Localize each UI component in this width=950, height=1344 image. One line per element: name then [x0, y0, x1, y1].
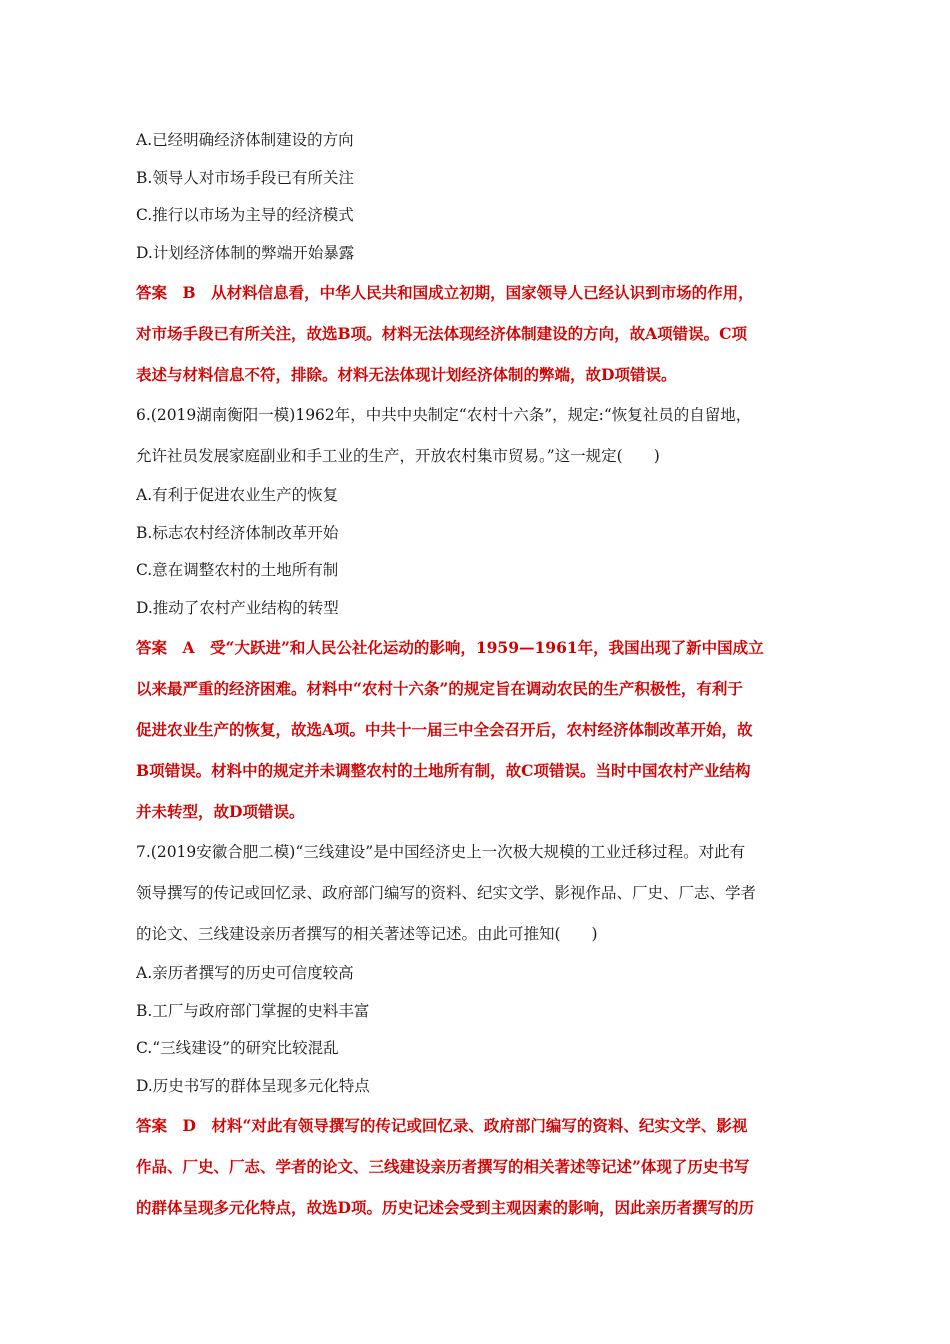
answer-line: 表述与材料信息不符，排除。材料无法体现计划经济体制的弊端，故D项错误。: [136, 365, 677, 384]
question-stem-line: 领导撰写的传记或回忆录、政府部门编写的资料、纪实文学、影视作品、厂史、厂志、学者: [136, 884, 757, 902]
question-stem-line: 6.(2019湖南衡阳一模)1962年，中共中央制定“农村十六条”，规定:“恢复社员的自留地，: [136, 406, 752, 424]
question-stem-line: 7.(2019安徽合肥二模)“三线建设”是中国经济史上一次极大规模的工业迁移过程。对此有: [136, 843, 746, 861]
option-d: D.历史书写的群体呈现多元化特点: [136, 1076, 370, 1095]
option-c: C.意在调整农村的土地所有制: [136, 561, 339, 579]
option-d: D.推动了农村产业结构的转型: [136, 598, 339, 617]
document-page: [136, 122, 816, 1228]
answer-line: 以来最严重的经济困难。材料中“农村十六条”的规定旨在调动农民的生产积极性，有利于: [136, 679, 743, 698]
question-stem-line: 允许社员发展家庭副业和手工业的生产，开放农村集市贸易。”这一规定( ): [136, 447, 660, 465]
option-b: B.工厂与政府部门掌握的史料丰富: [136, 1001, 370, 1020]
answer-line: 对市场手段已有所关注，故选B项。材料无法体现经济体制建设的方向，故A项错误。C项: [136, 324, 747, 343]
answer-line: 的群体呈现多元化特点，故选D项。历史记述会受到主观因素的影响，因此亲历者撰写的历: [136, 1198, 754, 1217]
option-b: B.领导人对市场手段已有所关注: [136, 168, 354, 187]
answer-line: 答案 A 受“大跃进”和人民公社化运动的影响，1959—1961年，我国出现了新中国成立: [136, 638, 764, 657]
answer-line: B项错误。材料中的规定并未调整农村的土地所有制，故C项错误。当时中国农村产业结构: [136, 761, 751, 780]
question-7: [136, 832, 816, 1228]
option-b: B.标志农村经济体制改革开始: [136, 523, 339, 542]
question-5: [136, 122, 816, 395]
answer-line: 作品、厂史、厂志、学者的论文、三线建设亲历者撰写的相关著述等记述”体现了历史书写: [136, 1157, 750, 1176]
answer-line: 促进农业生产的恢复，故选A项。中共十一届三中全会召开后，农村经济体制改革开始，故: [136, 720, 753, 739]
answer-line: 答案 B 从材料信息看，中华人民共和国成立初期，国家领导人已经认识到市场的作用，: [136, 283, 754, 302]
option-a: A.已经明确经济体制建设的方向: [136, 131, 354, 149]
question-stem-line: 的论文、三线建设亲历者撰写的相关著述等记述。由此可推知( ): [136, 925, 598, 943]
option-a: A.有利于促进农业生产的恢复: [136, 486, 339, 504]
option-a: A.亲历者撰写的历史可信度较高: [136, 964, 354, 982]
option-c: C.“三线建设”的研究比较混乱: [136, 1039, 339, 1057]
answer-line: 答案 D 材料“对此有领导撰写的传记或回忆录、政府部门编写的资料、纪实文学、影视: [136, 1116, 748, 1135]
option-d: D.计划经济体制的弊端开始暴露: [136, 243, 355, 262]
question-6: [136, 395, 816, 832]
option-c: C.推行以市场为主导的经济模式: [136, 206, 354, 224]
answer-line: 并未转型，故D项错误。: [136, 802, 305, 821]
